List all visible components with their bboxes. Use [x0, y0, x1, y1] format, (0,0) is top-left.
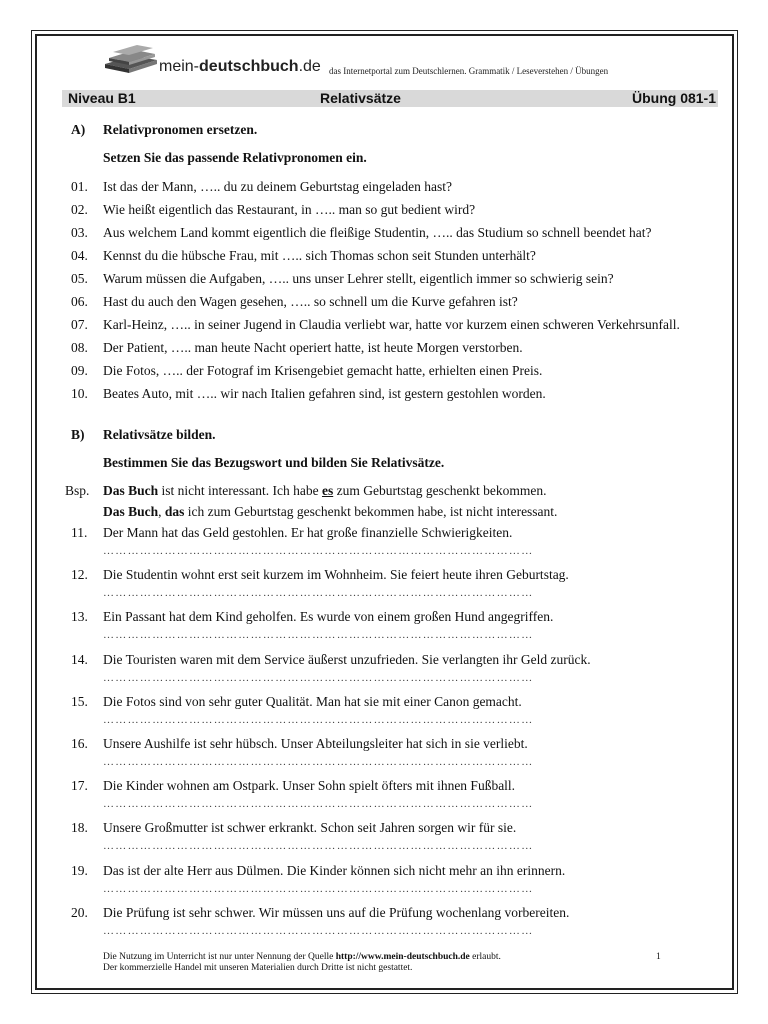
- answer-line[interactable]: ……………………………………………………………………………………………: [103, 798, 534, 811]
- exercise-sentence: Ein Passant hat dem Kind geholfen. Es wurde von einem großen Hund angegriffen.: [103, 609, 554, 625]
- item-number: 04.: [71, 248, 88, 263]
- exercise-sentence: Der Mann hat das Geld gestohlen. Er hat große finanzielle Schwierigkeiten.: [103, 525, 513, 540]
- exercise-sentence: Der Patient, ….. man heute Nacht operiert hatte, ist heute Morgen verstorben.: [103, 340, 523, 355]
- exercise-sentence: Die Fotos, ….. der Fotograf im Krisengebiet gemacht hatte, erhielten einen Preis.: [103, 363, 543, 378]
- item-number: 07.: [71, 317, 88, 332]
- exercise-sentence: Die Kinder wohnen am Ostpark. Unser Sohn spielt öfters mit ihnen Fußball.: [103, 778, 516, 794]
- exercise-sentence: Die Touristen waren mit dem Service äußerst unzufrieden. Sie verlangten ihr Geld zurück.: [103, 651, 591, 667]
- footer-notice: [103, 952, 501, 974]
- exercise-sentence: Wie heißt eigentlich das Restaurant, in ….. man so gut bedient wird?: [103, 202, 476, 217]
- item-number: 16.: [71, 736, 88, 751]
- answer-line[interactable]: ……………………………………………………………………………………………: [103, 545, 534, 557]
- item-number: 15.: [71, 693, 88, 709]
- item-number: 11.: [71, 525, 88, 540]
- item-number: 06.: [71, 294, 88, 309]
- page-header: [103, 44, 703, 80]
- exercise-sentence: Beates Auto, mit ….. wir nach Italien gefahren sind, ist gestern gestohlen worden.: [103, 386, 546, 401]
- exercise-sentence: Das ist der alte Herr aus Dülmen. Die Kinder können sich nicht mehr an ihn erinnern.: [103, 862, 566, 878]
- books-logo-icon: [103, 44, 159, 78]
- exercise-label: Übung 081-1: [631, 90, 716, 106]
- exercise-sentence: Die Fotos sind von sehr guter Qualität. Man hat sie mit einer Canon gemacht.: [103, 693, 522, 709]
- level-bar: [62, 90, 718, 107]
- answer-line[interactable]: ……………………………………………………………………………………………: [103, 756, 534, 768]
- item-number: 14.: [71, 651, 88, 667]
- example-line-1: Das Buch ist nicht interessant. Ich habe es zum Geburtstag geschenkt bekommen.: [103, 483, 547, 498]
- topic-label: Relativsätze: [320, 90, 401, 106]
- answer-line[interactable]: ……………………………………………………………………………………………: [103, 713, 534, 726]
- section-b-marker: B): [71, 427, 85, 442]
- item-number: 20.: [71, 904, 88, 920]
- item-number: 02.: [71, 202, 88, 217]
- item-number: 09.: [71, 363, 88, 378]
- item-number: 18.: [71, 820, 88, 836]
- item-number: 17.: [71, 778, 88, 794]
- exercise-sentence: Unsere Großmutter ist schwer erkrankt. Schon seit Jahren sorgen wir für sie.: [103, 820, 517, 836]
- item-number: 05.: [71, 271, 88, 286]
- exercise-sentence: Die Prüfung ist sehr schwer. Wir müssen uns auf die Prüfung wochenlang vorbereiten.: [103, 904, 570, 920]
- example-marker: Bsp.: [65, 483, 90, 498]
- exercise-sentence: Ist das der Mann, ….. du zu deinem Geburtstag eingeladen hast?: [103, 179, 453, 194]
- item-number: 01.: [71, 179, 88, 194]
- exercise-sentence: Karl-Heinz, ….. in seiner Jugend in Claudia verliebt war, hatte vor kurzem einen schweren Verkehrsunfall.: [103, 317, 680, 332]
- answer-line[interactable]: ……………………………………………………………………………………………: [103, 882, 534, 895]
- item-number: 10.: [71, 386, 88, 401]
- answer-line[interactable]: ……………………………………………………………………………………………: [103, 671, 534, 684]
- section-a-instruction: Setzen Sie das passende Relativpronomen ein.: [103, 150, 367, 165]
- footer-line-2: Der kommerzielle Handel mit unseren Materialien durch Dritte ist nicht gestattet.: [103, 963, 413, 973]
- exercise-sentence: Hast du auch den Wagen gesehen, ….. so schnell um die Kurve gefahren ist?: [103, 294, 518, 309]
- item-number: 12.: [71, 567, 88, 583]
- exercise-sentence: Aus welchem Land kommt eigentlich die fleißige Studentin, ….. das Studium so schnell beendet hat?: [103, 225, 652, 240]
- exercise-sentence: Warum müssen die Aufgaben, ….. uns unser Lehrer stellt, eigentlich immer so schwierig sein?: [103, 271, 614, 286]
- section-a-title: Relativpronomen ersetzen.: [103, 122, 258, 137]
- answer-line[interactable]: ……………………………………………………………………………………………: [103, 587, 534, 600]
- answer-line[interactable]: ……………………………………………………………………………………………: [103, 629, 534, 642]
- section-b-instruction: Bestimmen Sie das Bezugswort und bilden Sie Relativsätze.: [103, 455, 445, 470]
- item-number: 03.: [71, 225, 88, 240]
- exercise-sentence: Unsere Aushilfe ist sehr hübsch. Unser Abteilungsleiter hat sich in sie verliebt.: [103, 736, 528, 751]
- exercise-sentence: Kennst du die hübsche Frau, mit ….. sich Thomas schon seit Stunden unterhält?: [103, 248, 536, 263]
- answer-line[interactable]: ……………………………………………………………………………………………: [103, 840, 534, 853]
- example-line-2: Das Buch, das ich zum Geburtstag geschenkt bekommen habe, ist nicht interessant.: [103, 504, 558, 519]
- item-number: 19.: [71, 862, 88, 878]
- site-tagline: das Internetportal zum Deutschlernen. Grammatik / Leseverstehen / Übungen: [329, 66, 609, 76]
- item-number: 13.: [71, 609, 88, 625]
- answer-line[interactable]: ……………………………………………………………………………………………: [103, 924, 534, 937]
- footer-line-1: Die Nutzung im Unterricht ist nur unter Nennung der Quelle http://www.mein-deutschbuch.de erlaubt.: [103, 952, 501, 962]
- section-b-title: Relativsätze bilden.: [103, 427, 216, 442]
- site-logo-text: mein-deutschbuch.de: [159, 58, 321, 75]
- item-number: 08.: [71, 340, 88, 355]
- section-a-marker: A): [71, 122, 86, 137]
- exercise-sentence: Die Studentin wohnt erst seit kurzem im Wohnheim. Sie feiert heute ihren Geburtstag.: [103, 567, 569, 583]
- level-label: Niveau B1: [68, 90, 136, 106]
- page-number: 1: [656, 952, 661, 962]
